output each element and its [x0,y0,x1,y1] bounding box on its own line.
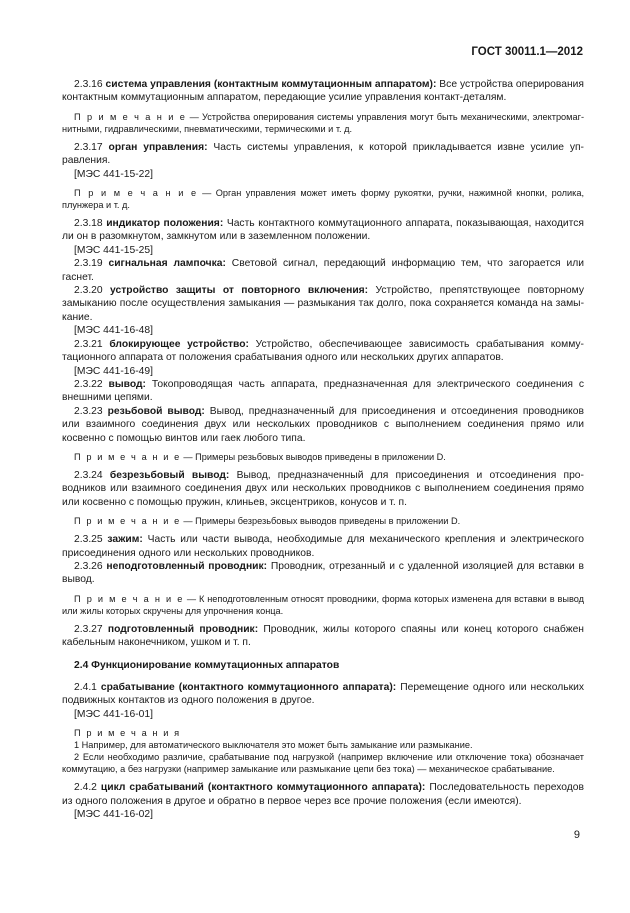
term-text: Проводник, жилы которого спаяны или конец которого снабжен кабельным наконечником, ушком и т. п. [62,623,584,649]
reference: [МЭС 441-16-01] [74,708,153,720]
term-name: орган управления: [108,141,208,153]
term-number: 2.3.25 [74,534,108,546]
note-lead: П р и м е ч а н и е [74,593,184,604]
term-number: 2.3.19 [74,258,109,270]
term-number: 2.4.1 [74,682,101,693]
term-definition [62,623,584,650]
term-number: 2.3.18 [74,218,107,230]
term-name: срабатывание (контактного коммутационного аппарата): [100,682,397,693]
term-text: Вывод, предназначенный для присоединения и отсоединения проводников или взаимного соединения двух или нескольких проводников с выполнением соединения прямо или косвенно с помощью пружин, клиньев, эксцентриков, конусов и т. п. [62,469,584,508]
term-number: 2.3.16 [74,79,106,90]
term-name: устройство защиты от повторного включения: [110,285,369,297]
term-number: 2.3.22 [74,378,109,390]
term-definition [62,469,584,509]
note [62,593,584,617]
reference: [МЭС 441-15-25] [74,244,153,256]
term-definition [62,560,584,587]
term-text: Часть системы управления, к которой прикладывается извне усилие управления. [62,141,584,167]
term-text: Последовательность переходов из одного положения в другое и обратно в первое через все прочие положения (если имеются). [62,782,584,807]
term-definition [62,378,584,405]
term-definition [62,217,584,244]
term-text: Световой сигнал, передающий информацию тем, что загорается или гаснет. [62,258,584,283]
term-name: зажим: [107,534,143,546]
note-lead: П р и м е ч а н и е [74,451,181,462]
section-heading: 2.4 Функционирование коммутационных аппаратов [74,659,340,671]
term-name: цикл срабатываний (контактного коммутационного аппарата): [100,782,426,794]
term-definition [62,338,584,365]
term-number: 2.3.20 [74,285,111,297]
note-lead: П р и м е ч а н и е [74,516,181,527]
note [62,187,584,211]
term-definition [62,781,584,808]
notes-heading [62,727,584,739]
term-number: 2.3.26 [74,560,107,572]
term-definition [62,405,584,445]
term-name: неподготовленный проводник: [106,560,268,572]
term-definition [62,78,584,105]
term-number: 2.4.2 [74,782,101,794]
reference: [МЭС 441-16-48] [74,325,153,337]
term-number: 2.3.17 [74,141,109,153]
term-text: Устройство, обеспечивающее зависимость срабатывания коммутационного аппарата от положения срабатывания одного или нескольких других аппаратов. [62,338,584,364]
term-number: 2.3.24 [74,469,110,481]
term-name: система управления (контактным коммутационным аппаратом): [105,79,437,90]
notes-heading-text: П р и м е ч а н и я [74,728,181,739]
term-text: Проводник, отрезанный и с удаленной изоляцией для вставки в вывод. [62,560,584,586]
term-text: Часть контактного коммутационного аппарата, показывающая, находится ли он в разомкнутом, замкнутом или в заземленном положении. [62,218,584,243]
note [62,111,584,135]
document-body [62,78,584,821]
note-lead: П р и м е ч а н и е [74,188,198,199]
note [62,451,584,463]
document-header: ГОСТ 30011.1—2012 [471,46,583,58]
term-text: Все устройства оперирования контактным коммутационным аппаратом, передающие усилие управления контакт-деталям. [62,79,584,104]
note-text: — Орган управления может иметь форму рукоятки, ручки, нажимной кнопки, ролика, плунжера и т. д. [62,188,584,211]
term-name: подготовленный проводник: [107,623,259,635]
note-item: 2 Если необходимо различие, срабатывание под нагрузкой (например включение или отключение тока) обозначает коммутацию, а без нагрузки (например замыкание или размыкание цепи без тока) — механическое срабатывание. [62,752,584,775]
term-definition [62,257,584,284]
term-text: Вывод, предназначенный для присоединения и отсоединения проводников или взаимного соединения двух или нескольких проводников с выполнением соединения прямо или косвенно с помощью винтов или гаек любого типа. [62,405,584,444]
note-item: 1 Например, для автоматического выключателя это может быть замыкание или размыкание. [74,740,473,751]
note-lead: П р и м е ч а н и е [74,111,187,122]
term-text: Токопроводящая часть аппарата, предназначенная для электрического соединения с внешними цепями. [62,378,584,404]
term-definition [62,141,584,168]
term-name: сигнальная лампочка: [108,258,226,270]
term-definition [62,681,584,708]
term-number: 2.3.23 [74,405,108,417]
term-text: Перемещение одного или нескольких подвижных контактов из одного положения в другое. [62,682,584,707]
term-name: вывод: [108,378,146,390]
term-name: индикатор положения: [106,218,224,230]
term-name: блокирующее устройство: [109,338,249,350]
reference: [МЭС 441-16-02] [74,809,153,821]
term-name: безрезьбовый вывод: [109,469,230,481]
note-text: — Устройства оперирования системы управления могут быть механическими, электромагнитными, гидравлическими, пневматическими, термическими и т. д. [62,111,584,134]
note [62,515,584,527]
term-text: Устройство, препятствующее повторному замыканию после осуществления замыкания — размыкания так долго, пока сохраняется команда на замыкание. [62,285,584,323]
term-definition [62,284,584,324]
term-number: 2.3.27 [74,623,108,635]
term-name: резьбовой вывод: [107,405,205,417]
page-number: 9 [573,829,580,841]
term-text: Часть или части вывода, необходимые для механического крепления и электрического присоединения одного или нескольких проводников. [62,534,584,559]
note-text: — Примеры резьбовых выводов приведены в приложении D. [183,451,446,462]
note-text: — Примеры безрезьбовых выводов приведены в приложении D. [183,516,461,527]
term-number: 2.3.21 [74,338,110,350]
term-definition [62,533,584,560]
reference: [МЭС 441-15-22] [74,168,153,180]
reference: [МЭС 441-16-49] [74,365,153,377]
note-text: — К неподготовленным относят проводники, форма которых изменена для вставки в вывод или жилы которых скручены для упрочнения конца. [62,593,585,616]
